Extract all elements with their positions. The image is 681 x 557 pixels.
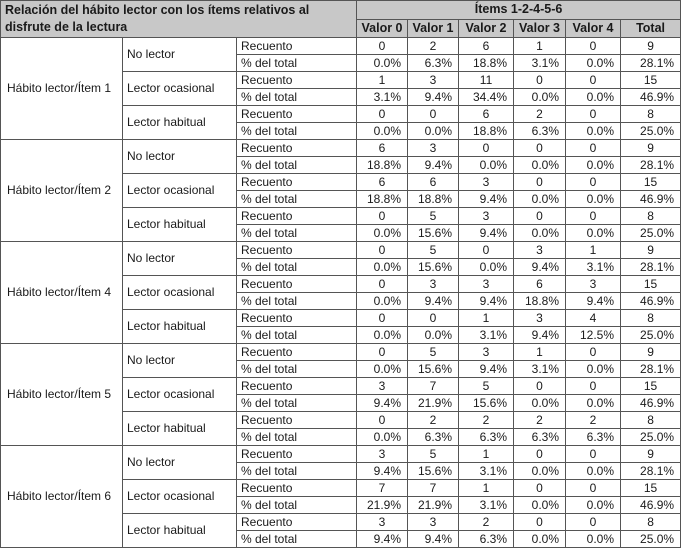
percent-cell: 46.9% — [621, 293, 681, 310]
count-cell: 9 — [621, 140, 681, 157]
count-cell: 5 — [408, 344, 459, 361]
count-cell: 0 — [357, 310, 408, 327]
count-cell: 0 — [566, 344, 621, 361]
count-cell: 2 — [514, 412, 566, 429]
percent-cell: 3.1% — [459, 463, 514, 480]
percent-cell: 9.4% — [566, 293, 621, 310]
percent-cell: 9.4% — [408, 157, 459, 174]
stat-label-count: Recuento — [237, 276, 357, 293]
percent-cell: 0.0% — [514, 497, 566, 514]
lector-label: No lector — [123, 344, 237, 378]
count-cell: 6 — [459, 106, 514, 123]
percent-cell: 18.8% — [357, 157, 408, 174]
percent-cell: 15.6% — [408, 225, 459, 242]
percent-cell: 0.0% — [566, 463, 621, 480]
count-cell: 2 — [459, 514, 514, 531]
lector-label: No lector — [123, 140, 237, 174]
count-cell: 7 — [357, 480, 408, 497]
percent-cell: 0.0% — [514, 157, 566, 174]
percent-cell: 6.3% — [566, 429, 621, 446]
lector-label: Lector ocasional — [123, 378, 237, 412]
stat-label-percent: % del total — [237, 497, 357, 514]
percent-cell: 0.0% — [566, 497, 621, 514]
percent-cell: 34.4% — [459, 89, 514, 106]
stat-label-percent: % del total — [237, 395, 357, 412]
stat-label-count: Recuento — [237, 378, 357, 395]
count-cell: 0 — [408, 310, 459, 327]
stat-label-count: Recuento — [237, 480, 357, 497]
count-cell: 0 — [566, 38, 621, 55]
stat-label-percent: % del total — [237, 361, 357, 378]
count-cell: 3 — [357, 514, 408, 531]
percent-cell: 28.1% — [621, 259, 681, 276]
count-cell: 0 — [566, 140, 621, 157]
count-cell: 2 — [408, 38, 459, 55]
percent-cell: 9.4% — [459, 361, 514, 378]
percent-cell: 18.8% — [408, 191, 459, 208]
percent-cell: 6.3% — [459, 531, 514, 548]
count-cell: 2 — [459, 412, 514, 429]
count-cell: 6 — [514, 276, 566, 293]
percent-cell: 12.5% — [566, 327, 621, 344]
count-cell: 0 — [459, 140, 514, 157]
table-row-count — [1, 242, 681, 259]
percent-cell: 0.0% — [566, 531, 621, 548]
stat-label-count: Recuento — [237, 208, 357, 225]
percent-cell: 6.3% — [514, 123, 566, 140]
stat-label-percent: % del total — [237, 293, 357, 310]
stat-label-percent: % del total — [237, 157, 357, 174]
count-cell: 0 — [357, 412, 408, 429]
percent-cell: 0.0% — [566, 395, 621, 412]
stat-label-count: Recuento — [237, 38, 357, 55]
count-cell: 8 — [621, 514, 681, 531]
count-cell: 0 — [566, 514, 621, 531]
percent-cell: 28.1% — [621, 463, 681, 480]
percent-cell: 0.0% — [566, 225, 621, 242]
count-cell: 0 — [514, 378, 566, 395]
count-cell: 0 — [357, 38, 408, 55]
count-cell: 3 — [408, 276, 459, 293]
count-cell: 0 — [514, 174, 566, 191]
percent-cell: 0.0% — [357, 293, 408, 310]
count-cell: 0 — [566, 446, 621, 463]
percent-cell: 0.0% — [357, 361, 408, 378]
count-cell: 6 — [459, 38, 514, 55]
percent-cell: 0.0% — [459, 259, 514, 276]
count-cell: 3 — [459, 276, 514, 293]
stat-label-count: Recuento — [237, 412, 357, 429]
group-label: Hábito lector/Ítem 2 — [1, 140, 123, 242]
count-cell: 1 — [566, 242, 621, 259]
percent-cell: 3.1% — [459, 327, 514, 344]
lector-label: Lector habitual — [123, 412, 237, 446]
lector-label: No lector — [123, 242, 237, 276]
percent-cell: 0.0% — [566, 123, 621, 140]
count-cell: 3 — [408, 140, 459, 157]
stat-label-percent: % del total — [237, 225, 357, 242]
percent-cell: 0.0% — [357, 225, 408, 242]
count-cell: 0 — [566, 72, 621, 89]
stat-label-count: Recuento — [237, 242, 357, 259]
count-cell: 0 — [459, 242, 514, 259]
lector-label: Lector ocasional — [123, 480, 237, 514]
percent-cell: 9.4% — [459, 191, 514, 208]
count-cell: 5 — [408, 208, 459, 225]
count-cell: 15 — [621, 276, 681, 293]
stat-label-count: Recuento — [237, 310, 357, 327]
count-cell: 3 — [408, 514, 459, 531]
count-cell: 3 — [408, 72, 459, 89]
lector-label: Lector habitual — [123, 310, 237, 344]
percent-cell: 25.0% — [621, 327, 681, 344]
percent-cell: 9.4% — [459, 293, 514, 310]
lector-label: Lector habitual — [123, 514, 237, 548]
count-cell: 3 — [514, 242, 566, 259]
stat-label-percent: % del total — [237, 531, 357, 548]
count-cell: 9 — [621, 38, 681, 55]
percent-cell: 0.0% — [408, 327, 459, 344]
stat-label-count: Recuento — [237, 140, 357, 157]
percent-cell: 15.6% — [459, 395, 514, 412]
count-cell: 7 — [408, 378, 459, 395]
count-cell: 1 — [459, 310, 514, 327]
count-cell: 0 — [408, 106, 459, 123]
count-cell: 8 — [621, 208, 681, 225]
percent-cell: 9.4% — [357, 395, 408, 412]
count-cell: 1 — [459, 480, 514, 497]
stat-label-count: Recuento — [237, 344, 357, 361]
percent-cell: 15.6% — [408, 259, 459, 276]
lector-label: No lector — [123, 38, 237, 72]
percent-cell: 0.0% — [514, 191, 566, 208]
percent-cell: 0.0% — [514, 225, 566, 242]
count-cell: 0 — [514, 480, 566, 497]
count-cell: 2 — [514, 106, 566, 123]
count-cell: 11 — [459, 72, 514, 89]
percent-cell: 21.9% — [357, 497, 408, 514]
percent-cell: 0.0% — [514, 463, 566, 480]
count-cell: 0 — [514, 514, 566, 531]
percent-cell: 0.0% — [357, 259, 408, 276]
stat-label-percent: % del total — [237, 89, 357, 106]
count-cell: 0 — [357, 276, 408, 293]
group-label: Hábito lector/Ítem 4 — [1, 242, 123, 344]
percent-cell: 3.1% — [357, 89, 408, 106]
percent-cell: 0.0% — [514, 395, 566, 412]
count-cell: 3 — [357, 446, 408, 463]
count-cell: 1 — [459, 446, 514, 463]
count-cell: 3 — [566, 276, 621, 293]
lector-label: Lector ocasional — [123, 276, 237, 310]
count-cell: 0 — [566, 378, 621, 395]
stat-label-percent: % del total — [237, 259, 357, 276]
col-header-valor-2: Valor 2 — [459, 19, 514, 38]
group-label: Hábito lector/Ítem 1 — [1, 38, 123, 140]
count-cell: 6 — [408, 174, 459, 191]
stat-label-count: Recuento — [237, 514, 357, 531]
count-cell: 3 — [357, 378, 408, 395]
count-cell: 8 — [621, 412, 681, 429]
count-cell: 7 — [408, 480, 459, 497]
percent-cell: 0.0% — [408, 123, 459, 140]
stat-label-count: Recuento — [237, 446, 357, 463]
percent-cell: 9.4% — [514, 259, 566, 276]
count-cell: 15 — [621, 378, 681, 395]
stat-label-count: Recuento — [237, 72, 357, 89]
col-header-valor-1: Valor 1 — [408, 19, 459, 38]
count-cell: 0 — [357, 242, 408, 259]
count-cell: 8 — [621, 106, 681, 123]
stat-label-count: Recuento — [237, 106, 357, 123]
percent-cell: 0.0% — [566, 55, 621, 72]
percent-cell: 0.0% — [566, 361, 621, 378]
lector-label: Lector habitual — [123, 208, 237, 242]
percent-cell: 0.0% — [357, 327, 408, 344]
percent-cell: 46.9% — [621, 497, 681, 514]
percent-cell: 6.3% — [514, 429, 566, 446]
count-cell: 4 — [566, 310, 621, 327]
table-title: Relación del hábito lector con los ítems relativos al disfrute de la lectura — [1, 1, 357, 38]
percent-cell: 25.0% — [621, 531, 681, 548]
percent-cell: 9.4% — [514, 327, 566, 344]
percent-cell: 0.0% — [514, 531, 566, 548]
count-cell: 0 — [566, 174, 621, 191]
stat-label-count: Recuento — [237, 174, 357, 191]
count-cell: 0 — [566, 208, 621, 225]
count-cell: 2 — [566, 412, 621, 429]
count-cell: 6 — [357, 174, 408, 191]
percent-cell: 21.9% — [408, 395, 459, 412]
percent-cell: 15.6% — [408, 463, 459, 480]
stat-label-percent: % del total — [237, 123, 357, 140]
count-cell: 0 — [566, 106, 621, 123]
percent-cell: 28.1% — [621, 157, 681, 174]
percent-cell: 25.0% — [621, 429, 681, 446]
col-header-valor-4: Valor 4 — [566, 19, 621, 38]
count-cell: 0 — [514, 208, 566, 225]
percent-cell: 0.0% — [357, 55, 408, 72]
percent-cell: 6.3% — [408, 429, 459, 446]
percent-cell: 3.1% — [566, 259, 621, 276]
count-cell: 5 — [408, 242, 459, 259]
count-cell: 9 — [621, 446, 681, 463]
items-header: Ítems 1-2-4-5-6 — [357, 1, 681, 20]
stat-label-percent: % del total — [237, 55, 357, 72]
count-cell: 9 — [621, 242, 681, 259]
percent-cell: 9.4% — [408, 89, 459, 106]
stat-label-percent: % del total — [237, 463, 357, 480]
count-cell: 3 — [459, 344, 514, 361]
table-row-count — [1, 38, 681, 55]
count-cell: 0 — [566, 480, 621, 497]
percent-cell: 0.0% — [357, 123, 408, 140]
percent-cell: 28.1% — [621, 361, 681, 378]
percent-cell: 0.0% — [566, 89, 621, 106]
stat-label-percent: % del total — [237, 191, 357, 208]
percent-cell: 3.1% — [514, 361, 566, 378]
count-cell: 6 — [357, 140, 408, 157]
count-cell: 3 — [514, 310, 566, 327]
percent-cell: 46.9% — [621, 395, 681, 412]
count-cell: 9 — [621, 344, 681, 361]
lector-label: Lector ocasional — [123, 72, 237, 106]
table-body — [1, 38, 681, 548]
percent-cell: 18.8% — [514, 293, 566, 310]
lector-label: No lector — [123, 446, 237, 480]
percent-cell: 25.0% — [621, 225, 681, 242]
count-cell: 15 — [621, 174, 681, 191]
count-cell: 5 — [459, 378, 514, 395]
count-cell: 0 — [357, 344, 408, 361]
lector-label: Lector ocasional — [123, 174, 237, 208]
percent-cell: 21.9% — [408, 497, 459, 514]
col-header-valor-0: Valor 0 — [357, 19, 408, 38]
group-label: Hábito lector/Ítem 5 — [1, 344, 123, 446]
percent-cell: 0.0% — [566, 191, 621, 208]
count-cell: 3 — [459, 208, 514, 225]
percent-cell: 18.8% — [459, 123, 514, 140]
count-cell: 1 — [514, 38, 566, 55]
count-cell: 0 — [514, 72, 566, 89]
percent-cell: 9.4% — [357, 531, 408, 548]
stat-label-percent: % del total — [237, 429, 357, 446]
count-cell: 15 — [621, 480, 681, 497]
percent-cell: 0.0% — [459, 157, 514, 174]
percent-cell: 3.1% — [459, 497, 514, 514]
count-cell: 0 — [514, 140, 566, 157]
count-cell: 2 — [408, 412, 459, 429]
lector-label: Lector habitual — [123, 106, 237, 140]
percent-cell: 46.9% — [621, 89, 681, 106]
percent-cell: 18.8% — [459, 55, 514, 72]
group-label: Hábito lector/Ítem 6 — [1, 446, 123, 548]
percent-cell: 46.9% — [621, 191, 681, 208]
table-row-count — [1, 446, 681, 463]
count-cell: 15 — [621, 72, 681, 89]
count-cell: 0 — [357, 208, 408, 225]
table-row-count — [1, 140, 681, 157]
count-cell: 3 — [459, 174, 514, 191]
percent-cell: 9.4% — [357, 463, 408, 480]
percent-cell: 0.0% — [357, 429, 408, 446]
percent-cell: 3.1% — [514, 55, 566, 72]
percent-cell: 25.0% — [621, 123, 681, 140]
col-header-total: Total — [621, 19, 681, 38]
percent-cell: 28.1% — [621, 55, 681, 72]
percent-cell: 0.0% — [566, 157, 621, 174]
count-cell: 1 — [357, 72, 408, 89]
percent-cell: 15.6% — [408, 361, 459, 378]
percent-cell: 9.4% — [408, 531, 459, 548]
count-cell: 0 — [357, 106, 408, 123]
percent-cell: 9.4% — [459, 225, 514, 242]
count-cell: 0 — [514, 446, 566, 463]
percent-cell: 0.0% — [514, 89, 566, 106]
percent-cell: 6.3% — [408, 55, 459, 72]
percent-cell: 9.4% — [408, 293, 459, 310]
table-row-count — [1, 344, 681, 361]
percent-cell: 6.3% — [459, 429, 514, 446]
header-row-1 — [1, 1, 681, 20]
col-header-valor-3: Valor 3 — [514, 19, 566, 38]
count-cell: 1 — [514, 344, 566, 361]
count-cell: 8 — [621, 310, 681, 327]
percent-cell: 18.8% — [357, 191, 408, 208]
stat-label-percent: % del total — [237, 327, 357, 344]
count-cell: 5 — [408, 446, 459, 463]
